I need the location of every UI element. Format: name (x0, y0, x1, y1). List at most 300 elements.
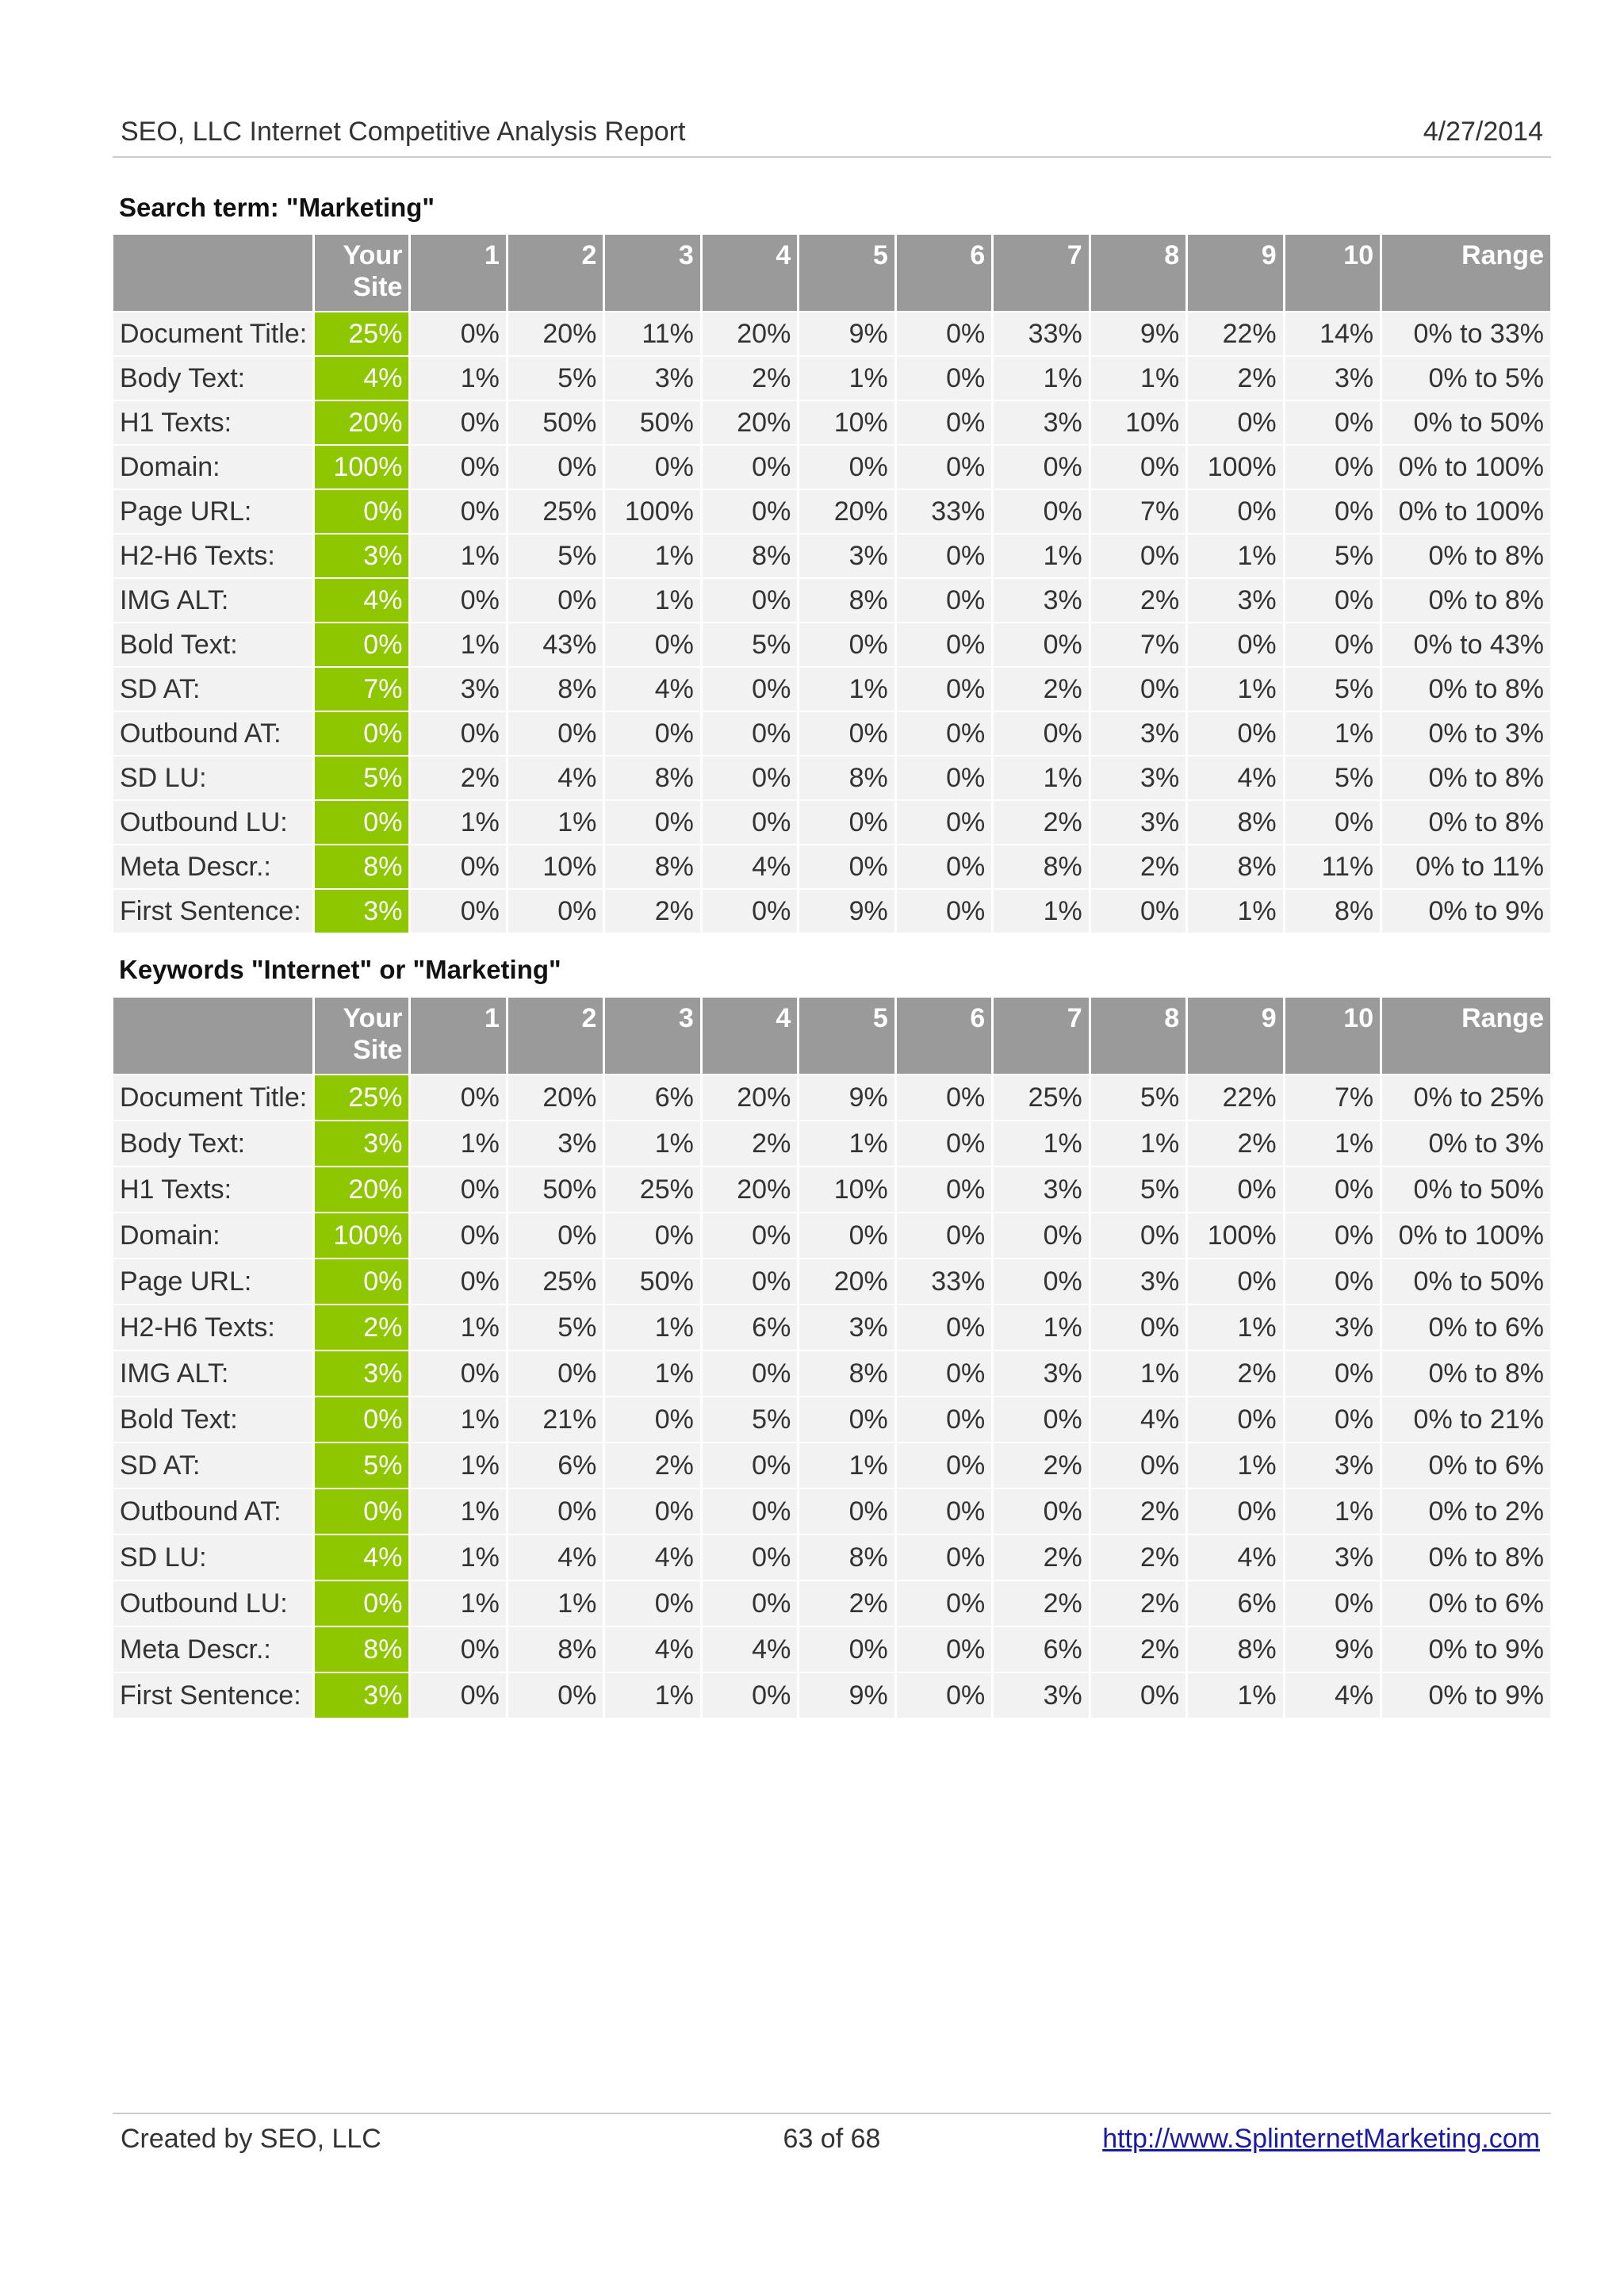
competitor-cell: 0% (411, 579, 505, 622)
competitor-cell: 3% (1091, 757, 1185, 799)
competitor-cell: 3% (1091, 801, 1185, 844)
competitor-cell: 0% (897, 757, 991, 799)
competitor-cell: 0% (994, 712, 1088, 755)
competitor-cell: 20% (703, 1167, 797, 1212)
row-label: Outbound LU: (113, 1581, 312, 1626)
competitor-cell: 2% (994, 1581, 1088, 1626)
competitor-cell: 0% (703, 1489, 797, 1534)
competitor-cell: 3% (605, 357, 699, 400)
competitor-cell: 3% (1188, 579, 1282, 622)
competitor-cell: 0% (1188, 401, 1282, 444)
competitor-cell: 3% (994, 1351, 1088, 1396)
competitor-cell: 9% (1285, 1627, 1380, 1672)
competitor-cell: 0% (994, 1259, 1088, 1304)
header-row (113, 998, 1550, 1074)
competitor-cell: 4% (605, 1535, 699, 1580)
competitor-cell: 14% (1285, 312, 1380, 355)
competitor-cell: 2% (994, 668, 1088, 711)
row-label: SD LU: (113, 1535, 312, 1580)
range-cell: 0% to 8% (1382, 1535, 1550, 1580)
column-header: 3 (605, 998, 699, 1074)
competitor-cell: 1% (411, 357, 505, 400)
competitor-cell: 8% (799, 579, 894, 622)
competitor-cell: 4% (605, 1627, 699, 1672)
competitor-cell: 20% (703, 1075, 797, 1120)
competitor-cell: 0% (1091, 534, 1185, 577)
competitor-cell: 0% (1091, 890, 1185, 933)
competitor-cell: 20% (508, 1075, 603, 1120)
competitor-cell: 0% (703, 446, 797, 489)
competitor-cell: 0% (411, 312, 505, 355)
range-cell: 0% to 9% (1382, 1627, 1550, 1672)
competitor-cell: 1% (605, 1305, 699, 1350)
competitor-cell: 25% (508, 1259, 603, 1304)
competitor-cell: 0% (1188, 623, 1282, 666)
competitor-cell: 10% (508, 845, 603, 888)
competitor-cell: 0% (897, 1305, 991, 1350)
competitor-cell: 1% (994, 357, 1088, 400)
competitor-cell: 1% (1188, 668, 1282, 711)
table-row (113, 712, 1550, 755)
row-label: H2-H6 Texts: (113, 1305, 312, 1350)
competitor-cell: 0% (411, 845, 505, 888)
competitor-cell: 6% (605, 1075, 699, 1120)
competitor-cell: 0% (1188, 1489, 1282, 1534)
competitor-cell: 1% (799, 357, 894, 400)
competitor-cell: 5% (508, 1305, 603, 1350)
competitor-cell: 0% (897, 1397, 991, 1442)
competitor-cell: 1% (994, 1121, 1088, 1166)
your-site-cell: 5% (315, 1443, 408, 1488)
competitor-cell: 2% (605, 890, 699, 933)
competitor-cell: 33% (994, 312, 1088, 355)
competitor-cell: 8% (508, 668, 603, 711)
competitor-cell: 1% (994, 1305, 1088, 1350)
competitor-cell: 8% (605, 757, 699, 799)
range-cell: 0% to 6% (1382, 1581, 1550, 1626)
competitor-cell: 9% (799, 312, 894, 355)
row-label: H1 Texts: (113, 401, 312, 444)
competitor-cell: 1% (1188, 1443, 1282, 1488)
column-header: 10 (1285, 998, 1380, 1074)
your-site-cell: 100% (315, 446, 408, 489)
competitor-cell: 0% (508, 446, 603, 489)
competitor-cell: 8% (703, 534, 797, 577)
column-header: 8 (1091, 998, 1185, 1074)
competitor-cell: 0% (1285, 1351, 1380, 1396)
competitor-cell: 0% (703, 890, 797, 933)
competitor-cell: 0% (411, 1673, 505, 1718)
range-cell: 0% to 43% (1382, 623, 1550, 666)
competitor-cell: 10% (799, 401, 894, 444)
competitor-cell: 0% (1285, 490, 1380, 533)
competitor-cell: 1% (411, 1397, 505, 1442)
column-header: 2 (508, 998, 603, 1074)
row-label: First Sentence: (113, 1673, 312, 1718)
row-label: SD LU: (113, 757, 312, 799)
row-label: H1 Texts: (113, 1167, 312, 1212)
competitor-cell: 3% (1285, 357, 1380, 400)
competitor-cell: 0% (703, 801, 797, 844)
competitor-cell: 0% (897, 1351, 991, 1396)
your-site-cell: 0% (315, 1581, 408, 1626)
row-label: Bold Text: (113, 623, 312, 666)
competitor-cell: 0% (411, 1075, 505, 1120)
page-footer (113, 2113, 1551, 2162)
column-header: 10 (1285, 235, 1380, 311)
competitor-cell: 1% (411, 1305, 505, 1350)
competitor-cell: 5% (703, 1397, 797, 1442)
competitor-cell: 0% (1091, 668, 1185, 711)
competitor-cell: 0% (897, 845, 991, 888)
competitor-cell: 0% (411, 490, 505, 533)
competitor-cell: 0% (897, 579, 991, 622)
table-row (113, 1581, 1550, 1626)
competitor-cell: 2% (994, 1443, 1088, 1488)
competitor-cell: 2% (703, 357, 797, 400)
your-site-cell: 25% (315, 1075, 408, 1120)
footer-link[interactable]: http://www.SplinternetMarketing.com (1102, 2124, 1540, 2154)
competitor-cell: 0% (897, 534, 991, 577)
column-header: 7 (994, 998, 1088, 1074)
competitor-cell: 0% (897, 1673, 991, 1718)
row-label: Meta Descr.: (113, 1627, 312, 1672)
your-site-cell: 3% (315, 1121, 408, 1166)
competitor-cell: 4% (1285, 1673, 1380, 1718)
competitor-cell: 3% (1091, 1259, 1185, 1304)
competitor-cell: 3% (799, 534, 894, 577)
competitor-cell: 0% (605, 623, 699, 666)
competitor-cell: 0% (605, 1213, 699, 1258)
competitor-cell: 1% (1285, 1121, 1380, 1166)
table-row (113, 1627, 1550, 1672)
competitor-cell: 0% (605, 1489, 699, 1534)
competitor-cell: 7% (1091, 623, 1185, 666)
row-label: Document Title: (113, 1075, 312, 1120)
range-cell: 0% to 11% (1382, 845, 1550, 888)
competitor-cell: 0% (1285, 801, 1380, 844)
competitor-cell: 8% (799, 757, 894, 799)
range-cell: 0% to 6% (1382, 1305, 1550, 1350)
competitor-cell: 50% (508, 1167, 603, 1212)
competitor-cell: 5% (1091, 1075, 1185, 1120)
competitor-cell: 3% (1285, 1305, 1380, 1350)
table-row (113, 1259, 1550, 1304)
your-site-cell: 3% (315, 1673, 408, 1718)
range-cell: 0% to 8% (1382, 757, 1550, 799)
competitor-cell: 0% (703, 490, 797, 533)
competitor-cell: 0% (411, 1351, 505, 1396)
your-site-cell: 3% (315, 534, 408, 577)
row-label: SD AT: (113, 668, 312, 711)
your-site-cell: 0% (315, 1259, 408, 1304)
competitor-cell: 0% (799, 446, 894, 489)
column-header: 6 (897, 998, 991, 1074)
table-row (113, 579, 1550, 622)
competitor-cell: 0% (897, 1535, 991, 1580)
competitor-cell: 50% (605, 1259, 699, 1304)
competitor-cell: 0% (1188, 490, 1282, 533)
competitor-cell: 0% (703, 757, 797, 799)
column-header: 4 (703, 998, 797, 1074)
competitor-cell: 9% (799, 1075, 894, 1120)
competitor-cell: 1% (1188, 1305, 1282, 1350)
competitor-cell: 0% (1285, 446, 1380, 489)
competitor-cell: 1% (605, 534, 699, 577)
your-site-cell: 0% (315, 1397, 408, 1442)
column-header: 6 (897, 235, 991, 311)
header-cell-blank (113, 998, 312, 1074)
competitor-cell: 1% (1188, 1673, 1282, 1718)
range-cell: 0% to 8% (1382, 801, 1550, 844)
row-label: IMG ALT: (113, 1351, 312, 1396)
competitor-cell: 22% (1188, 1075, 1282, 1120)
competitor-cell: 4% (1188, 1535, 1282, 1580)
competitor-cell: 0% (1091, 1443, 1185, 1488)
competitor-cell: 1% (508, 1581, 603, 1626)
competitor-cell: 8% (1285, 890, 1380, 933)
range-cell: 0% to 50% (1382, 1167, 1550, 1212)
competitor-cell: 1% (411, 1443, 505, 1488)
table-row (113, 1443, 1550, 1488)
row-label: Domain: (113, 446, 312, 489)
footer-page-number: 63 of 68 (783, 2124, 881, 2154)
competitor-cell: 4% (703, 845, 797, 888)
your-site-cell: 0% (315, 1489, 408, 1534)
competitor-cell: 8% (1188, 801, 1282, 844)
range-cell: 0% to 8% (1382, 579, 1550, 622)
competitor-cell: 0% (1285, 579, 1380, 622)
table-row (113, 1673, 1550, 1718)
table-row (113, 312, 1550, 355)
range-cell: 0% to 8% (1382, 668, 1550, 711)
competitor-cell: 6% (703, 1305, 797, 1350)
competitor-cell: 1% (994, 757, 1088, 799)
competitor-cell: 0% (897, 1167, 991, 1212)
column-header: 1 (411, 998, 505, 1074)
competitor-cell: 2% (1091, 1627, 1185, 1672)
range-cell: 0% to 3% (1382, 1121, 1550, 1166)
competitor-cell: 1% (1091, 1351, 1185, 1396)
range-cell: 0% to 9% (1382, 890, 1550, 933)
table-row (113, 757, 1550, 799)
row-label: Meta Descr.: (113, 845, 312, 888)
report-date: 4/27/2014 (1423, 117, 1543, 147)
competitor-cell: 0% (411, 1213, 505, 1258)
competitor-cell: 4% (1188, 757, 1282, 799)
competitor-cell: 2% (1091, 579, 1185, 622)
competitor-cell: 50% (508, 401, 603, 444)
column-header: 7 (994, 235, 1088, 311)
competitor-cell: 8% (508, 1627, 603, 1672)
header-cell-blank (113, 235, 312, 311)
range-cell: 0% to 25% (1382, 1075, 1550, 1120)
page-header (113, 115, 1551, 158)
competitor-cell: 7% (1091, 490, 1185, 533)
competitor-cell: 0% (508, 579, 603, 622)
table-row (113, 1167, 1550, 1212)
competitor-cell: 0% (897, 623, 991, 666)
competitor-cell: 4% (703, 1627, 797, 1672)
competitor-cell: 8% (1188, 845, 1282, 888)
row-label: H2-H6 Texts: (113, 534, 312, 577)
competitor-cell: 2% (1091, 1489, 1185, 1534)
competitor-cell: 0% (994, 1489, 1088, 1534)
table-row (113, 1397, 1550, 1442)
competitor-cell: 0% (703, 1351, 797, 1396)
competitor-cell: 0% (799, 712, 894, 755)
your-site-cell: 0% (315, 801, 408, 844)
competitor-cell: 2% (1091, 845, 1185, 888)
competitor-cell: 0% (1091, 1673, 1185, 1718)
row-label: Page URL: (113, 1259, 312, 1304)
competitor-cell: 1% (994, 534, 1088, 577)
competitor-cell: 0% (411, 890, 505, 933)
competitor-cell: 0% (897, 312, 991, 355)
competitor-cell: 0% (508, 1213, 603, 1258)
competitor-cell: 0% (508, 890, 603, 933)
competitor-cell: 1% (605, 579, 699, 622)
competitor-cell: 8% (994, 845, 1088, 888)
competitor-cell: 2% (1188, 1121, 1282, 1166)
column-header: 9 (1188, 235, 1282, 311)
competitor-cell: 0% (1188, 712, 1282, 755)
competitor-cell: 100% (605, 490, 699, 533)
competitor-cell: 0% (897, 1075, 991, 1120)
competitor-cell: 25% (605, 1167, 699, 1212)
competitor-cell: 8% (605, 845, 699, 888)
competitor-cell: 0% (994, 446, 1088, 489)
competitor-cell: 100% (1188, 1213, 1282, 1258)
competitor-cell: 1% (1091, 1121, 1185, 1166)
competitor-cell: 5% (1285, 668, 1380, 711)
competitor-cell: 0% (799, 845, 894, 888)
competitor-cell: 3% (994, 1167, 1088, 1212)
your-site-cell: 4% (315, 579, 408, 622)
your-site-cell: 0% (315, 712, 408, 755)
your-site-cell: 3% (315, 890, 408, 933)
column-header: 5 (799, 235, 894, 311)
table-row (113, 845, 1550, 888)
row-label: Body Text: (113, 357, 312, 400)
column-header: 3 (605, 235, 699, 311)
competitor-cell: 1% (411, 1581, 505, 1626)
range-cell: 0% to 5% (1382, 357, 1550, 400)
row-label: Body Text: (113, 1121, 312, 1166)
competitor-cell: 3% (411, 668, 505, 711)
competitor-cell: 10% (799, 1167, 894, 1212)
competitor-cell: 8% (799, 1351, 894, 1396)
competitor-cell: 0% (508, 1673, 603, 1718)
competitor-cell: 0% (1188, 1259, 1282, 1304)
competitor-cell: 0% (605, 446, 699, 489)
competitor-cell: 0% (703, 1581, 797, 1626)
competitor-cell: 20% (703, 312, 797, 355)
competitor-cell: 0% (605, 1397, 699, 1442)
competitor-cell: 33% (897, 1259, 991, 1304)
competitor-cell: 0% (799, 1627, 894, 1672)
competitor-cell: 0% (1285, 1167, 1380, 1212)
your-site-cell: 4% (315, 357, 408, 400)
competitor-cell: 0% (799, 1489, 894, 1534)
competitor-cell: 0% (1188, 1397, 1282, 1442)
competitor-cell: 0% (411, 712, 505, 755)
competitor-cell: 5% (1285, 534, 1380, 577)
competitor-cell: 0% (703, 712, 797, 755)
column-header: 4 (703, 235, 797, 311)
your-site-cell: 2% (315, 1305, 408, 1350)
your-site-cell: 8% (315, 1627, 408, 1672)
competitor-cell: 1% (411, 534, 505, 577)
column-header: Your Site (315, 235, 408, 311)
competitor-cell: 0% (799, 1397, 894, 1442)
table-row (113, 890, 1550, 933)
competitor-cell: 11% (605, 312, 699, 355)
competitor-cell: 25% (508, 490, 603, 533)
competitor-cell: 0% (897, 712, 991, 755)
competitor-cell: 5% (1091, 1167, 1185, 1212)
competitor-cell: 0% (1285, 401, 1380, 444)
competitor-cell: 0% (897, 668, 991, 711)
competitor-cell: 0% (703, 1213, 797, 1258)
competitor-cell: 22% (1188, 312, 1282, 355)
competitor-cell: 0% (605, 712, 699, 755)
your-site-cell: 5% (315, 757, 408, 799)
table-row (113, 357, 1550, 400)
competitor-cell: 2% (799, 1581, 894, 1626)
competitor-cell: 0% (1285, 1397, 1380, 1442)
competitor-cell: 0% (897, 1627, 991, 1672)
table-row (113, 623, 1550, 666)
competitor-cell: 0% (897, 1489, 991, 1534)
competitor-cell: 5% (508, 357, 603, 400)
competitor-cell: 0% (411, 1167, 505, 1212)
competitor-cell: 25% (994, 1075, 1088, 1120)
column-header: Your Site (315, 998, 408, 1074)
section-title-search-term: Search term: "Marketing" (119, 193, 435, 222)
competitor-cell: 50% (605, 401, 699, 444)
search-term-table (111, 233, 1553, 934)
competitor-cell: 1% (411, 623, 505, 666)
competitor-cell: 6% (1188, 1581, 1282, 1626)
row-label: Domain: (113, 1213, 312, 1258)
competitor-cell: 1% (1285, 1489, 1380, 1534)
range-cell: 0% to 50% (1382, 1259, 1550, 1304)
competitor-cell: 21% (508, 1397, 603, 1442)
table-row (113, 1351, 1550, 1396)
competitor-cell: 1% (508, 801, 603, 844)
competitor-cell: 0% (703, 1535, 797, 1580)
table-row (113, 490, 1550, 533)
table-row (113, 446, 1550, 489)
competitor-cell: 5% (508, 534, 603, 577)
competitor-cell: 2% (605, 1443, 699, 1488)
range-cell: 0% to 100% (1382, 1213, 1550, 1258)
competitor-cell: 0% (897, 357, 991, 400)
table-row (113, 1535, 1550, 1580)
competitor-cell: 0% (994, 623, 1088, 666)
competitor-cell: 0% (1285, 623, 1380, 666)
competitor-cell: 0% (703, 579, 797, 622)
competitor-cell: 0% (1285, 1259, 1380, 1304)
competitor-cell: 0% (897, 1443, 991, 1488)
competitor-cell: 1% (1188, 890, 1282, 933)
table-row (113, 668, 1550, 711)
row-label: Outbound LU: (113, 801, 312, 844)
competitor-cell: 0% (994, 1397, 1088, 1442)
header-row (113, 235, 1550, 311)
table-row (113, 534, 1550, 577)
